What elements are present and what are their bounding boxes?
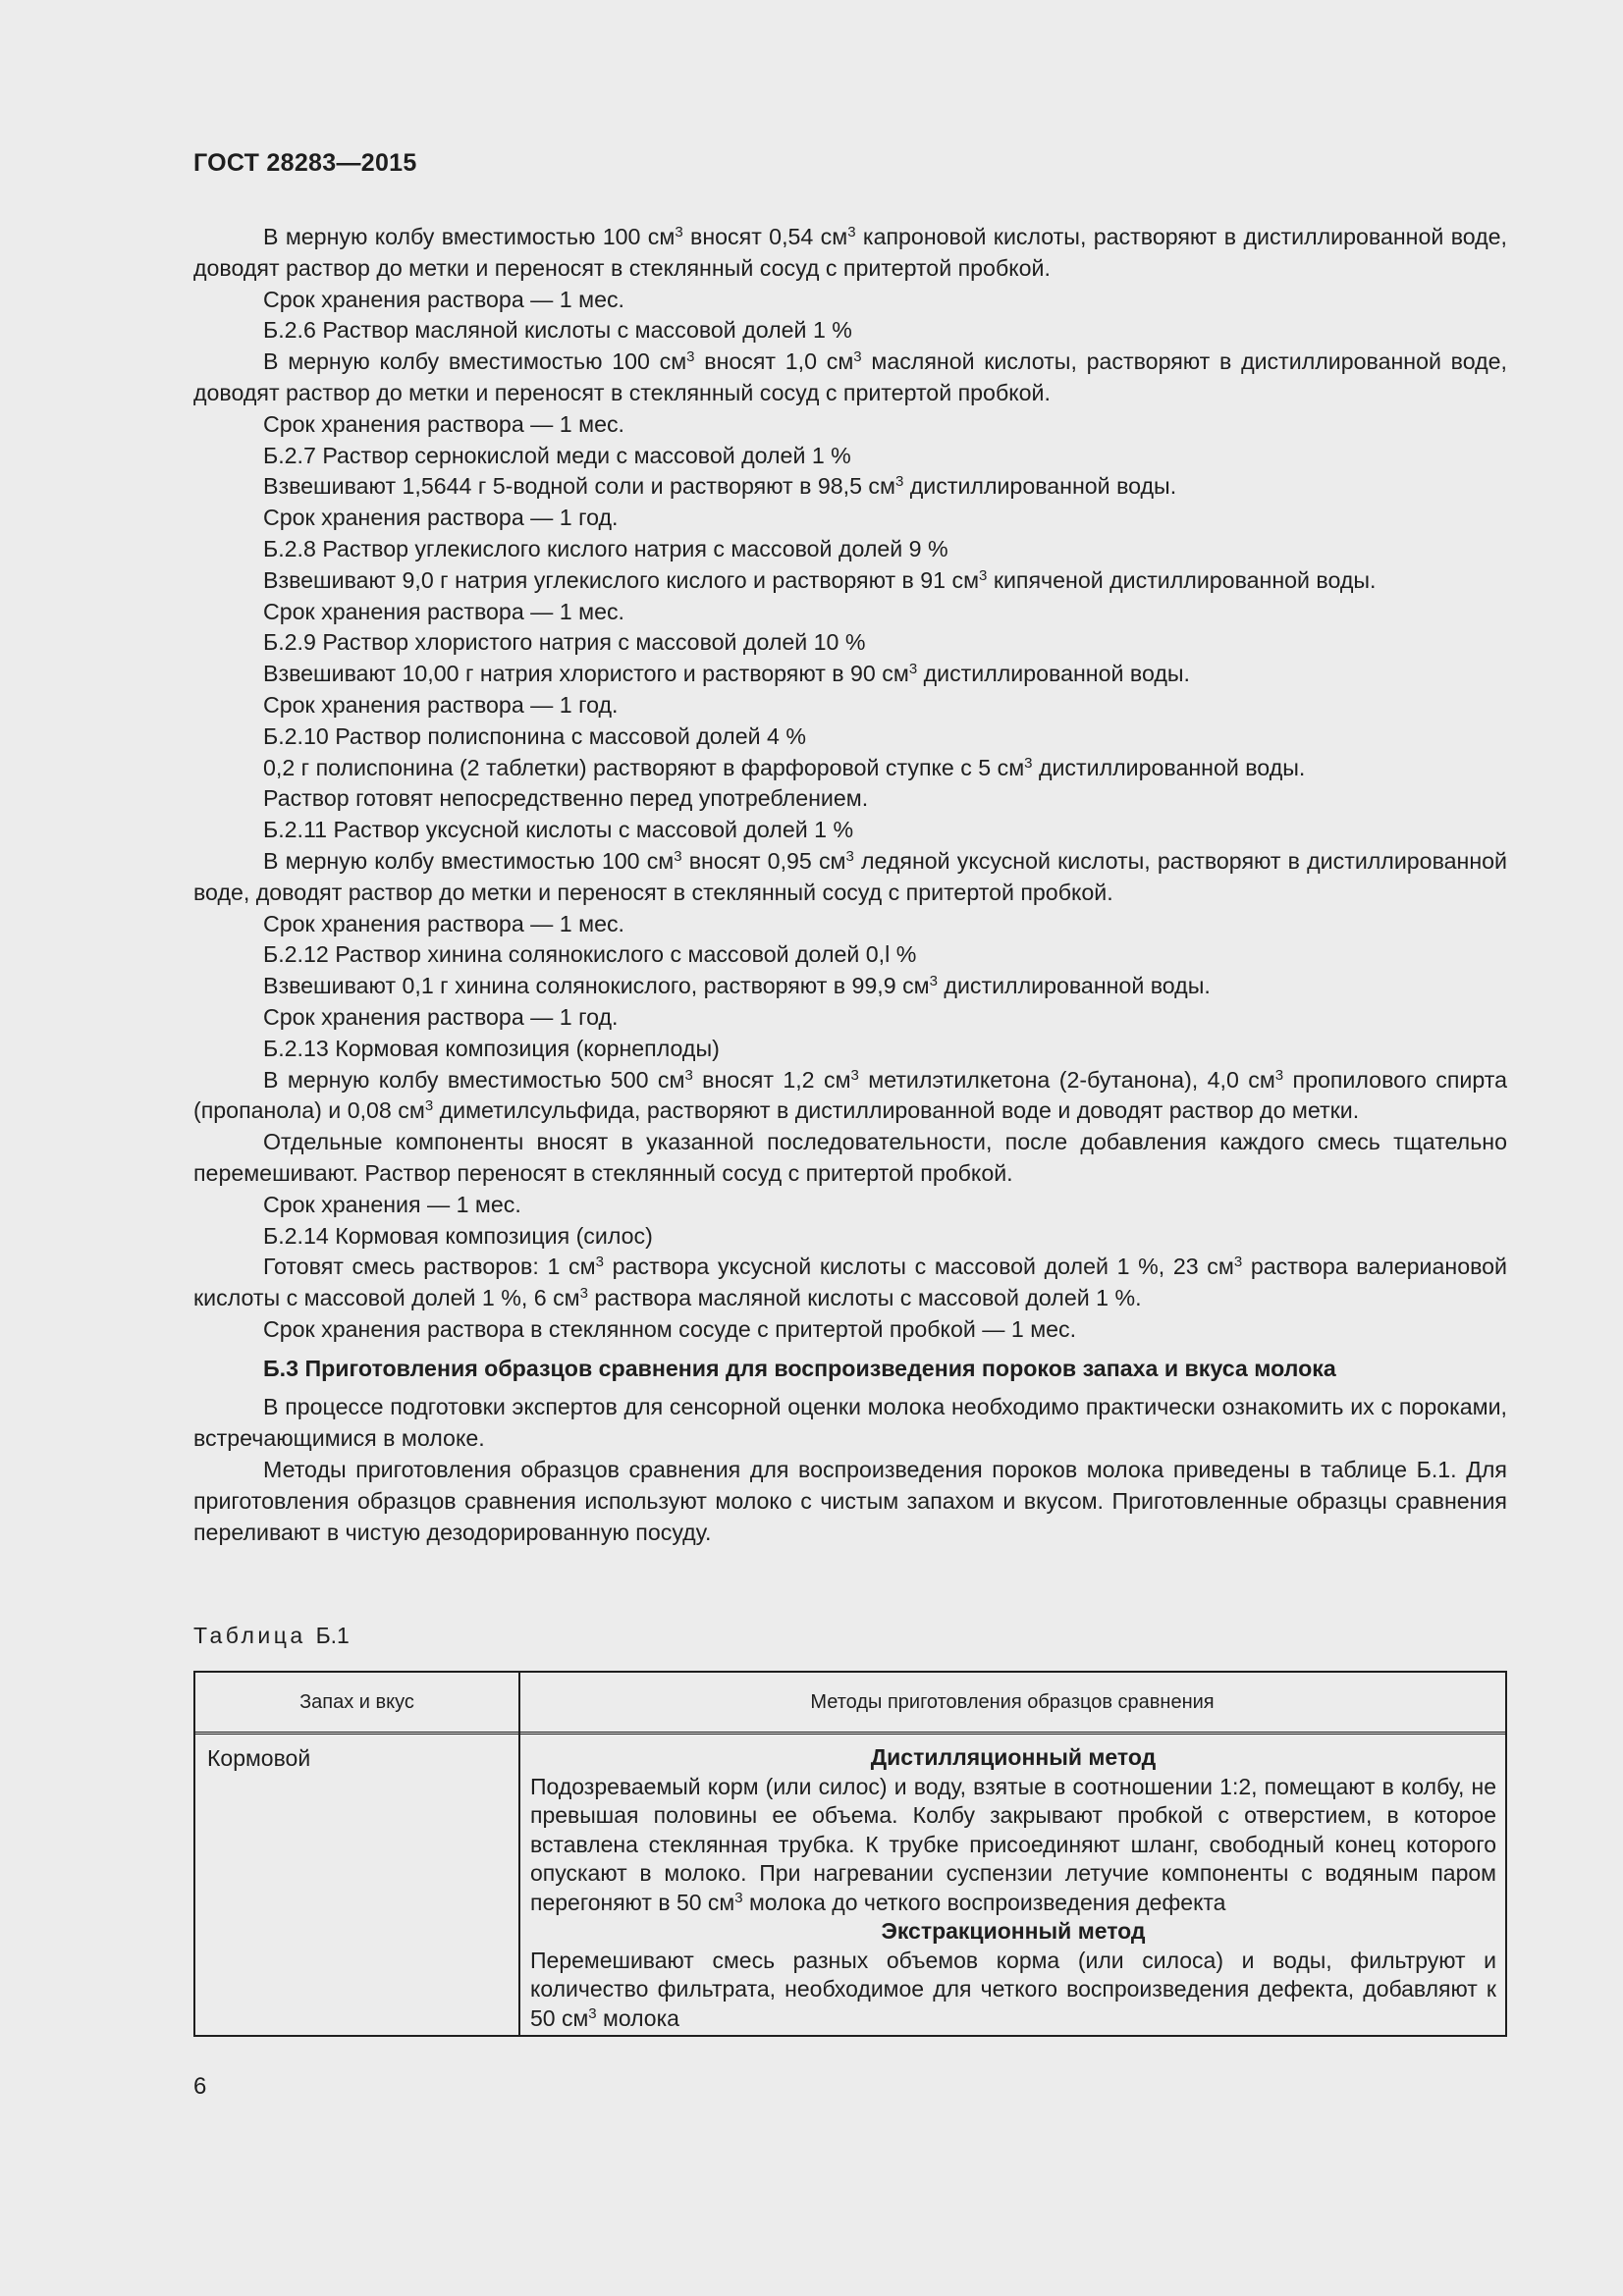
text-run: вносят 1,0 см (694, 348, 854, 375)
paragraph (193, 565, 1507, 597)
cell-smell-feed: Кормовой (207, 1745, 311, 1771)
method-title (530, 1743, 1496, 1773)
paragraph (193, 1065, 1507, 1128)
document-header: ГОСТ 28283—2015 (193, 149, 417, 177)
text-run: дистиллированной воды. (1032, 754, 1306, 780)
paragraph (193, 471, 1507, 503)
superscript: 3 (1233, 1254, 1243, 1271)
text-run: метилэтилкетона (2-бутанона), 4,0 см (858, 1066, 1275, 1093)
text-run: дистиллированной воды. (917, 661, 1190, 687)
text-run: Взвешивают 10,00 г натрия хлористого и растворяют в 90 см (263, 661, 909, 687)
text-run: В процессе подготовки экспертов для сенсорной оценки молока необходимо практически ознакомить их с пороками, встречающимися в молоке. (193, 1394, 1507, 1452)
text-run: Срок хранения раствора — 1 мес. (263, 286, 624, 312)
text-run: пропилового спирта (пропанола) и 0,08 см (193, 1066, 1508, 1124)
paragraph (193, 222, 1507, 285)
paragraph (193, 753, 1507, 784)
text-run: масляной кислоты, растворяют в дистиллированной воде, доводят раствор до метки и переносят в стеклянный сосуд с притертой пробкой. (193, 348, 1507, 405)
paragraph (193, 441, 1507, 472)
text-run: капроновой кислоты, растворяют в дистиллированной воде, доводят раствор до метки и переносят в стеклянный сосуд с притертой пробкой. (193, 224, 1507, 281)
paragraph (193, 659, 1507, 690)
paragraph (193, 1127, 1507, 1190)
text-run: Б.2.11 Раствор уксусной кислоты с массовой долей 1 % (263, 817, 854, 843)
text-run: Б.2.7 Раствор сернокислой меди с массовой долей 1 % (263, 442, 851, 468)
text-run: Взвешивают 1,5644 г 5-водной соли и растворяют в 98,5 см (263, 473, 895, 500)
superscript: 3 (847, 224, 856, 240)
text-run: Готовят смесь растворов: 1 см (263, 1254, 596, 1280)
text-run: Срок хранения раствора — 1 мес. (263, 910, 624, 936)
paragraph (193, 347, 1507, 409)
superscript: 3 (588, 2004, 597, 2022)
text-run: вносят 1,2 см (692, 1066, 851, 1093)
paragraph (193, 909, 1507, 940)
superscript: 3 (424, 1097, 434, 1115)
superscript: 3 (1274, 1066, 1284, 1084)
text-run: Срок хранения раствора — 1 год. (263, 1003, 619, 1030)
paragraph (193, 409, 1507, 441)
text-run: молока до четкого воспроизведения дефекта (742, 1889, 1226, 1915)
text-run: Б.2.8 Раствор углекислого кислого натрия с массовой долей 9 % (263, 535, 948, 561)
text-run: вносят 0,54 см (682, 224, 848, 249)
text-run: раствора масляной кислоты с массовой долей 1 %. (587, 1285, 1142, 1311)
paragraph (193, 285, 1507, 316)
text-run: Раствор готовят непосредственно перед употреблением. (263, 785, 869, 812)
text-run: раствора валериановой кислоты с массовой долей 1 %, 6 см (193, 1254, 1508, 1311)
text-run: Б.2.6 Раствор масляной кислоты с массовой долей 1 % (263, 317, 852, 344)
text-run: Методы приготовления образцов сравнения для воспроизведения пороков молока приведены в таблице Б.1. Для приготовления образцов сравнения используют молоко с чистым запахом и вкусом. Приготовленные образцы сравнения переливают в чистую дезодорированную посуду. (193, 1457, 1507, 1545)
superscript: 3 (850, 1066, 859, 1084)
methods-table (193, 1671, 1507, 2037)
text-run: Взвешивают 0,1 г хинина солянокислого, растворяют в 99,9 см (263, 973, 930, 999)
paragraph (193, 1034, 1507, 1065)
text-run: В мерную колбу вместимостью 100 см (263, 224, 676, 249)
header-methods: Методы приготовления образцов сравнения (810, 1691, 1215, 1713)
superscript: 3 (1024, 754, 1033, 772)
text-run: В мерную колбу вместимостью 100 см (263, 348, 687, 375)
paragraph (193, 627, 1507, 659)
text-run: Взвешивают 9,0 г натрия углекислого кислого и растворяют в 91 см (263, 566, 980, 593)
paragraph (193, 597, 1507, 628)
text-run: диметилсульфида, растворяют в дистиллированной воде и доводят раствор до метки. (433, 1097, 1360, 1124)
text-run: Экстракционный метод (881, 1918, 1146, 1944)
text-run: Б.2.9 Раствор хлористого натрия с массовой долей 10 % (263, 629, 866, 656)
text-run: Срок хранения раствора — 1 мес. (263, 598, 624, 624)
cell-methods (530, 1743, 1496, 2033)
document-body (193, 222, 1507, 1548)
text-run: Срок хранения раствора — 1 мес. (263, 410, 624, 437)
text-run: Подозреваемый корм (или силос) и воду, взятые в соотношении 1:2, помещают в колбу, не превышая половины ее объема. Колбу закрывают пробкой с отверстием, в которое вставлена стеклянная трубка. К трубке присоединяют шланг, свободный конец которого опускают в молоко. При нагревании суспензии летучие компоненты с водяным паром перегоняют в 50 см (530, 1773, 1496, 1915)
superscript: 3 (979, 566, 988, 584)
text-run: В мерную колбу вместимостью 100 см (263, 847, 675, 874)
paragraph (193, 783, 1507, 815)
section-heading (193, 1354, 1507, 1385)
text-run: Перемешивают смесь разных объемов корма (или силоса) и воды, фильтруют и количество фильтрата, необходимое для четкого воспроизведения дефекта, добавляют к 50 см (530, 1947, 1496, 2031)
text-run: вносят 0,95 см (681, 847, 846, 874)
table-caption-word: Таблица (193, 1623, 306, 1648)
text-run: дистиллированной воды. (903, 473, 1177, 500)
text-run: Срок хранения раствора в стеклянном сосуде с притертой пробкой — 1 мес. (263, 1315, 1077, 1342)
paragraph (193, 503, 1507, 534)
paragraph (193, 1455, 1507, 1548)
paragraph (193, 534, 1507, 565)
superscript: 3 (734, 1889, 743, 1906)
table-caption (193, 1623, 350, 1649)
paragraph (193, 1002, 1507, 1034)
paragraph (193, 1392, 1507, 1455)
text-run: 0,2 г полиспонина (2 таблетки) растворяют в фарфоровой ступке с 5 см (263, 754, 1025, 780)
text-run: Срок хранения — 1 мес. (263, 1191, 521, 1217)
text-run: кипяченой дистиллированной воды. (987, 566, 1377, 593)
paragraph (193, 721, 1507, 753)
paragraph (193, 971, 1507, 1002)
paragraph (193, 939, 1507, 971)
superscript: 3 (894, 473, 904, 491)
superscript: 3 (684, 1066, 693, 1084)
table-header-row (195, 1673, 1505, 1735)
superscript: 3 (929, 973, 938, 990)
text-run: Б.2.10 Раствор полиспонина с массовой долей 4 % (263, 722, 806, 749)
method-description (530, 1773, 1496, 1918)
superscript: 3 (853, 348, 862, 366)
column-divider (518, 1673, 520, 2035)
method-description (530, 1947, 1496, 2034)
page-number: 6 (193, 2073, 207, 2100)
paragraph (193, 315, 1507, 347)
text-run: Срок хранения раствора — 1 год. (263, 505, 619, 531)
text-run: раствора уксусной кислоты с массовой долей 1 %, 23 см (603, 1254, 1234, 1280)
paragraph (193, 1221, 1507, 1253)
superscript: 3 (595, 1254, 604, 1271)
text-run: молока (596, 2004, 679, 2031)
text-run: Б.3 Приготовления образцов сравнения для воспроизведения пороков запаха и вкуса молока (263, 1355, 1336, 1381)
method-title (530, 1917, 1496, 1947)
text-run: Б.2.14 Кормовая композиция (силос) (263, 1222, 653, 1249)
paragraph (193, 846, 1507, 909)
superscript: 3 (674, 847, 682, 865)
superscript: 3 (579, 1285, 588, 1303)
text-run: Дистилляционный метод (870, 1744, 1157, 1770)
text-run: Срок хранения раствора — 1 год. (263, 691, 619, 718)
table-caption-number: Б.1 (315, 1623, 350, 1648)
superscript: 3 (675, 224, 683, 240)
paragraph (193, 690, 1507, 721)
superscript: 3 (845, 847, 854, 865)
text-run: дистиллированной воды. (937, 973, 1211, 999)
superscript: 3 (686, 348, 695, 366)
superscript: 3 (908, 661, 918, 678)
text-run: ледяной уксусной кислоты, растворяют в дистиллированной воде, доводят раствор до метки и переносят в стеклянный сосуд с притертой пробкой. (193, 847, 1507, 905)
paragraph (193, 815, 1507, 846)
paragraph (193, 1314, 1507, 1346)
text-run: Б.2.12 Раствор хинина солянокислого с массовой долей 0,l % (263, 941, 917, 968)
paragraph (193, 1190, 1507, 1221)
text-run: Отдельные компоненты вносят в указанной последовательности, после добавления каждого смесь тщательно перемешивают. Раствор переносят в стеклянный сосуд с притертой пробкой. (193, 1129, 1507, 1186)
text-run: В мерную колбу вместимостью 500 см (263, 1066, 685, 1093)
text-run: Б.2.13 Кормовая композиция (корнеплоды) (263, 1035, 720, 1061)
header-smell-taste: Запах и вкус (299, 1691, 414, 1713)
paragraph (193, 1252, 1507, 1314)
